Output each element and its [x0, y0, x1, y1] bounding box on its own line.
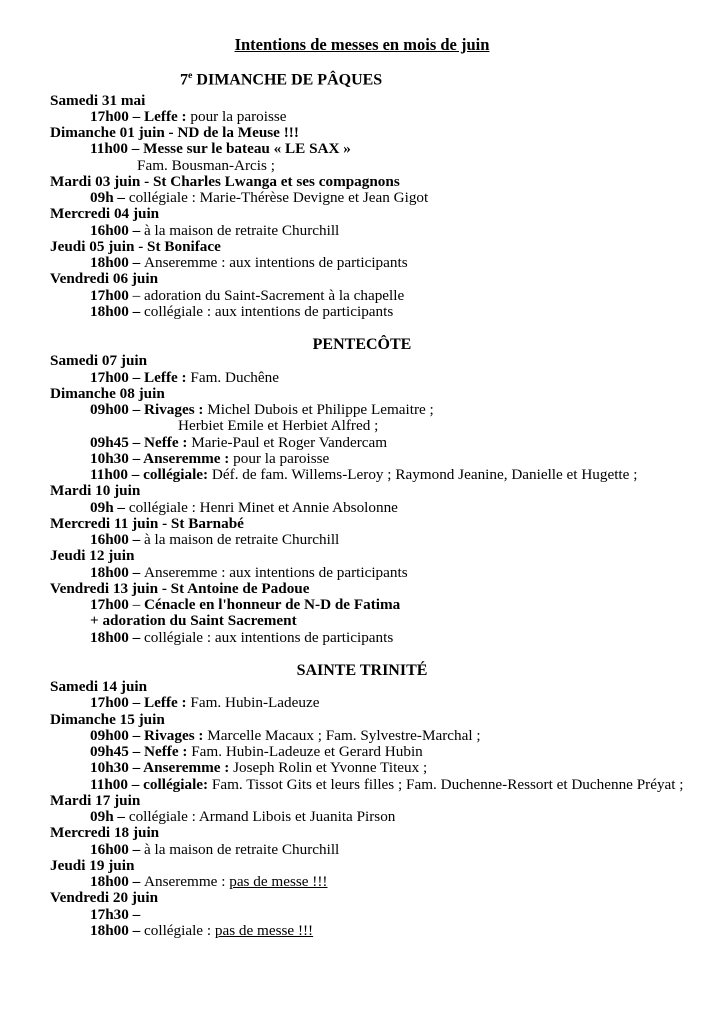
text-segment: 09h –	[90, 189, 129, 207]
text-segment: 17h00 – Leffe :	[90, 107, 191, 125]
schedule-line	[90, 402, 720, 418]
section-heading	[0, 337, 724, 353]
text-segment: pour la paroisse	[233, 449, 330, 467]
text-segment: Déf. de fam. Willems-Leroy ; Raymond Jeanine, Danielle et Hugette ;	[211, 466, 638, 484]
text-segment: 16h00 –	[90, 221, 145, 239]
schedule-line	[90, 109, 720, 125]
text-segment: Joseph Rolin et Yvonne Titeux ;	[233, 759, 428, 777]
text-segment: Samedi 07 juin	[50, 352, 148, 370]
schedule-line	[50, 712, 720, 728]
text-segment: 11h00 – collégiale:	[90, 775, 212, 793]
text-segment: Vendredi 13 juin - St Antoine de Padoue	[50, 579, 310, 597]
schedule-line	[50, 890, 720, 906]
text-segment: Mercredi 18 juin	[50, 824, 160, 842]
text-segment: Fam. Duchêne	[190, 368, 279, 386]
schedule-line	[50, 679, 720, 695]
text-segment: 18h00 –	[90, 873, 145, 891]
text-segment: 17h00	[90, 286, 129, 304]
text-segment: PENTECÔTE	[312, 336, 412, 354]
text-segment: + adoration du Saint Sacrement	[90, 612, 297, 630]
text-segment: Marcelle Macaux ; Fam. Sylvestre-Marchal ;	[207, 726, 481, 744]
schedule-line	[50, 858, 720, 874]
schedule-line	[50, 206, 720, 222]
text-segment: Fam. Bousman-Arcis ;	[137, 156, 275, 174]
text-segment: Mardi 17 juin	[50, 791, 141, 809]
schedule-line	[90, 728, 720, 744]
text-segment: 17h30 –	[90, 905, 141, 923]
section-heading	[0, 663, 724, 679]
text-segment: Dimanche 15 juin	[50, 710, 165, 728]
text-segment: collégiale : Marie-Thérèse Devigne et Jean Gigot	[128, 189, 429, 207]
schedule-line	[90, 630, 720, 646]
schedule-line	[50, 174, 720, 190]
schedule-line	[50, 793, 720, 809]
schedule-line	[50, 386, 720, 402]
schedule-line	[50, 93, 720, 109]
text-segment: 17h00 – Leffe :	[90, 694, 191, 712]
text-segment: 18h00 –	[90, 628, 145, 646]
schedule-line	[50, 125, 720, 141]
text-segment: Dimanche 08 juin	[50, 384, 165, 402]
schedule-line	[50, 516, 720, 532]
text-segment: pour la paroisse	[190, 107, 287, 125]
schedule-line	[90, 288, 720, 304]
schedule-line	[50, 353, 720, 369]
text-segment: SAINTE TRINITÉ	[296, 661, 428, 679]
text-segment: 10h30 – Anseremme :	[90, 449, 234, 467]
schedule-line	[90, 874, 720, 890]
schedule-line	[137, 158, 720, 174]
text-segment: 11h00 – collégiale:	[90, 466, 212, 484]
text-segment: Mercredi 04 juin	[50, 205, 160, 223]
schedule-line	[90, 190, 720, 206]
text-segment: –	[128, 596, 145, 614]
schedule-line	[50, 548, 720, 564]
schedule-line	[90, 467, 720, 483]
text-segment: – adoration du Saint-Sacrement à la chapelle	[128, 286, 405, 304]
schedule-line	[50, 581, 720, 597]
text-segment: 11h00 – Messe sur le bateau « LE SAX »	[90, 140, 351, 158]
text-segment: 17h00 – Leffe :	[90, 368, 191, 386]
text-segment: collégiale : aux intentions de participants	[144, 628, 394, 646]
text-segment: collégiale : Armand Libois et Juanita Pirson	[128, 808, 396, 826]
text-segment: Anseremme : aux intentions de participants	[144, 254, 408, 272]
text-segment: 09h00 – Rivages :	[90, 401, 208, 419]
document-title: Intentions de messes en mois de juin	[234, 35, 490, 54]
schedule-line	[90, 597, 720, 613]
schedule-line	[90, 842, 720, 858]
text-segment: Marie-Paul et Roger Vandercam	[191, 433, 388, 451]
text-segment: à la maison de retraite Churchill	[144, 531, 340, 549]
text-segment: 09h –	[90, 808, 129, 826]
text-segment: Vendredi 06 juin	[50, 270, 159, 288]
text-segment: 18h00 –	[90, 302, 145, 320]
text-segment: 18h00 –	[90, 921, 145, 939]
schedule-line	[50, 271, 720, 287]
text-segment: 09h45 – Neffe :	[90, 743, 192, 761]
text-segment: Cénacle en l'honneur de N-D de Fatima	[144, 596, 401, 614]
sections	[50, 68, 720, 939]
schedule-line	[90, 777, 720, 793]
section-heading	[180, 68, 720, 89]
text-segment: Jeudi 12 juin	[50, 547, 135, 565]
text-segment: pas de messe !!!	[214, 921, 314, 939]
text-segment: e	[188, 70, 193, 81]
schedule-line	[90, 532, 720, 548]
text-segment: 18h00 –	[90, 563, 145, 581]
schedule-line	[90, 809, 720, 825]
schedule-line	[90, 695, 720, 711]
schedule-line	[90, 760, 720, 776]
text-segment: collégiale : aux intentions de participants	[144, 302, 394, 320]
text-segment: collégiale : Henri Minet et Annie Absolonne	[128, 498, 398, 516]
schedule-line	[90, 907, 720, 923]
text-segment: 09h00 – Rivages :	[90, 726, 208, 744]
schedule-line	[90, 565, 720, 581]
text-segment: collégiale :	[144, 921, 215, 939]
text-segment: 7	[180, 71, 188, 89]
text-segment: Michel Dubois et Philippe Lemaitre ;	[207, 401, 434, 419]
text-segment: Jeudi 05 juin - St Boniface	[50, 237, 221, 255]
text-segment: 10h30 – Anseremme :	[90, 759, 234, 777]
schedule-line	[50, 825, 720, 841]
schedule-line	[90, 744, 720, 760]
text-segment: Dimanche 01 juin - ND de la Meuse !!!	[50, 124, 299, 142]
schedule-line	[50, 483, 720, 499]
text-segment: Mardi 03 juin - St Charles Lwanga et ses compagnons	[50, 172, 400, 190]
text-segment: Samedi 31 mai	[50, 91, 146, 109]
schedule-line	[178, 418, 720, 434]
text-segment: 09h –	[90, 498, 129, 516]
text-segment: Mercredi 11 juin - St Barnabé	[50, 514, 244, 532]
text-segment: 16h00 –	[90, 531, 145, 549]
schedule-line	[90, 255, 720, 271]
text-segment: 18h00 –	[90, 254, 145, 272]
text-segment: DIMANCHE DE PÂQUES	[192, 71, 383, 89]
text-segment: pas de messe !!!	[229, 873, 328, 891]
schedule-line	[90, 451, 720, 467]
schedule-line	[90, 435, 720, 451]
schedule-line	[90, 370, 720, 386]
schedule-line	[90, 923, 720, 939]
text-segment: Mardi 10 juin	[50, 482, 141, 500]
text-segment: Fam. Hubin-Ladeuze et Gerard Hubin	[191, 743, 423, 761]
text-segment: Vendredi 20 juin	[50, 889, 159, 907]
text-segment: 16h00 –	[90, 840, 145, 858]
schedule-line	[90, 223, 720, 239]
schedule-line	[90, 304, 720, 320]
schedule-line	[90, 141, 720, 157]
schedule-line	[90, 500, 720, 516]
text-segment: Jeudi 19 juin	[50, 856, 135, 874]
schedule-line	[90, 613, 720, 629]
text-segment: Herbiet Emile et Herbiet Alfred ;	[178, 417, 379, 435]
text-segment: Samedi 14 juin	[50, 678, 148, 696]
text-segment: Fam. Tissot Gits et leurs filles ; Fam. Duchenne-Ressort et Duchenne Préyat ;	[211, 775, 684, 793]
text-segment: Fam. Hubin-Ladeuze	[190, 694, 320, 712]
text-segment: 17h00	[90, 596, 129, 614]
schedule-line	[50, 239, 720, 255]
text-segment: 09h45 – Neffe :	[90, 433, 192, 451]
text-segment: Anseremme :	[144, 873, 230, 891]
text-segment: à la maison de retraite Churchill	[144, 840, 340, 858]
text-segment: à la maison de retraite Churchill	[144, 221, 340, 239]
text-segment: Anseremme : aux intentions de participants	[144, 563, 408, 581]
